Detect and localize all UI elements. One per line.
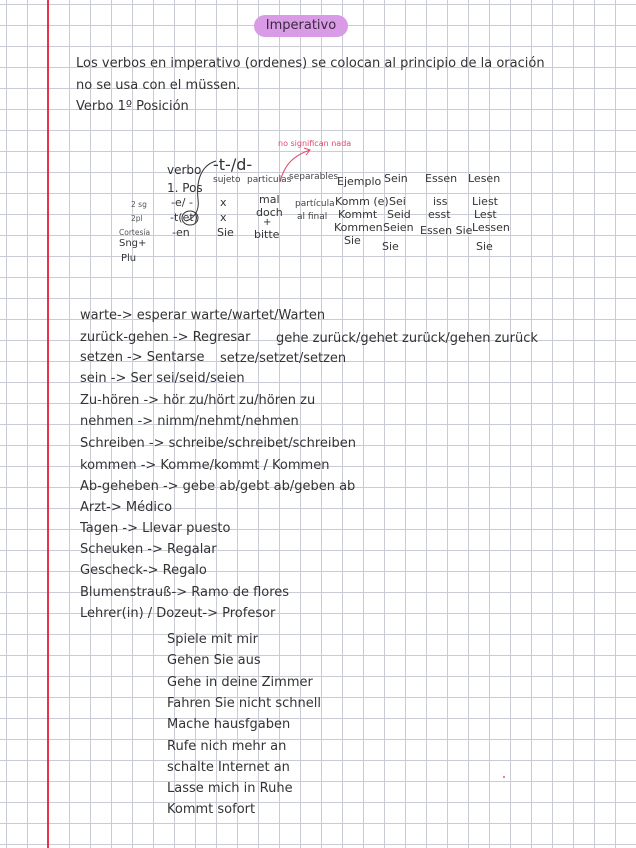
ending-bracket: [180, 155, 220, 230]
essen-iss: iss: [433, 195, 448, 208]
vocab-line: setzen -> Sentarse: [80, 350, 205, 365]
essen-esst: esst: [428, 208, 451, 221]
ending-cortesia: -en: [172, 226, 190, 239]
sein-sie: Sie: [382, 240, 399, 253]
vocab-line: Arzt-> Médico: [80, 500, 173, 515]
header-verbo: verbo: [167, 163, 202, 177]
header-essen: Essen: [425, 172, 458, 185]
example-sentence: Lasse mich in Ruhe: [167, 781, 293, 796]
header-sein: Sein: [384, 172, 408, 185]
header-separables: separables: [289, 172, 339, 182]
header-ejemplo: Ejemplo: [337, 175, 382, 188]
lesen-sie: Sie: [476, 240, 493, 253]
lesen-liest: Liest: [472, 195, 498, 208]
subject-cortesia: Sie: [217, 226, 234, 239]
vocab-line: Lehrer(in) / Dozeut-> Profesor: [80, 606, 276, 621]
ending-2sg: -e/ -: [171, 196, 193, 209]
particle-mal: mal: [259, 193, 280, 206]
header-t-d: -t-/d-: [213, 155, 253, 174]
vocab-line: Ab-geheben -> gebe ab/gebt ab/geben ab: [80, 479, 356, 494]
header-sujeto: sujeto: [213, 175, 241, 185]
example-kommt: Kommt: [338, 208, 378, 221]
row-label-2sg: 2 sg: [131, 200, 147, 209]
vocab-extra-setzen: setze/setzet/setzen: [220, 351, 347, 366]
table-note: no significan nada: [278, 139, 352, 148]
plu-label: Plu: [121, 253, 137, 264]
vocab-line: Gescheck-> Regalo: [80, 563, 207, 578]
example-sentence: schalte Internet an: [167, 760, 290, 775]
example-sie: Sie: [344, 234, 361, 247]
header-particulas: particulas: [247, 175, 292, 185]
example-sentence: Rufe nich mehr an: [167, 739, 287, 754]
vocab-line: Scheuken -> Regalar: [80, 542, 217, 557]
sing-label: Sng+: [119, 238, 147, 249]
example-sentence: Fahren Sie nicht schnell: [167, 696, 322, 711]
margin-line: [47, 0, 49, 848]
vocab-line: nehmen -> nimm/nehmt/nehmen: [80, 414, 299, 429]
page-title: Imperativo: [254, 15, 348, 37]
subject-2sg: x: [220, 196, 227, 209]
essen-sie: Essen Sie: [420, 224, 473, 237]
row-label-cortesia: Cortesía: [119, 228, 151, 237]
example-kommen: Kommen: [334, 221, 383, 234]
lesen-lessen: Lessen: [472, 221, 510, 234]
vocab-line: zurück-gehen -> Regresar: [80, 330, 251, 345]
example-sentence: Gehen Sie aus: [167, 653, 261, 668]
lesen-lest: Lest: [474, 208, 497, 221]
ending-2pl: -t(et): [170, 211, 198, 224]
example-sentence: Gehe in deine Zimmer: [167, 675, 313, 690]
vocab-line: Tagen -> Llevar puesto: [80, 521, 231, 536]
intro-line-1: Los verbos en imperativo (ordenes) se colocan al principio de la oración: [76, 56, 545, 71]
intro-line-2: no se usa con el müssen.: [76, 78, 241, 93]
sein-seien: Seien: [383, 221, 414, 234]
header-lesen: Lesen: [468, 172, 501, 185]
particle-plus: +: [263, 217, 272, 228]
example-sentence: Spiele mit mir: [167, 632, 258, 647]
vocab-line: Zu-hören -> hör zu/hört zu/hören zu: [80, 393, 316, 408]
row-label-2pl: 2pl: [131, 214, 143, 223]
subject-2pl: x: [220, 211, 227, 224]
vocab-line: Blumenstrauß-> Ramo de flores: [80, 585, 290, 600]
vocab-line: Schreiben -> schreibe/schreibet/schreiben: [80, 436, 356, 451]
vocab-line: kommen -> Komme/kommt / Kommen: [80, 458, 330, 473]
vocab-line: warte-> esperar warte/wartet/Warten: [80, 308, 326, 323]
separable-1: partícula: [295, 199, 335, 209]
header-pos: 1. Pos: [167, 181, 203, 195]
separable-2: al final: [297, 212, 328, 222]
vocab-line: sein -> Ser sei/seid/seien: [80, 371, 245, 386]
example-sentence: Kommt sofort: [167, 802, 256, 817]
ink-dot: [503, 776, 505, 778]
particle-doch: doch: [256, 206, 283, 219]
particle-bitte: bitte: [254, 228, 280, 241]
sein-seid: Seid: [387, 208, 411, 221]
vocab-extra-zuruck: gehe zurück/gehet zurück/gehen zurück: [276, 331, 538, 346]
sein-sei: Sei: [389, 195, 406, 208]
example-sentence: Mache hausfgaben: [167, 717, 291, 732]
intro-line-3: Verbo 1º Posición: [76, 99, 189, 114]
example-komm: Komm (e): [335, 195, 389, 208]
